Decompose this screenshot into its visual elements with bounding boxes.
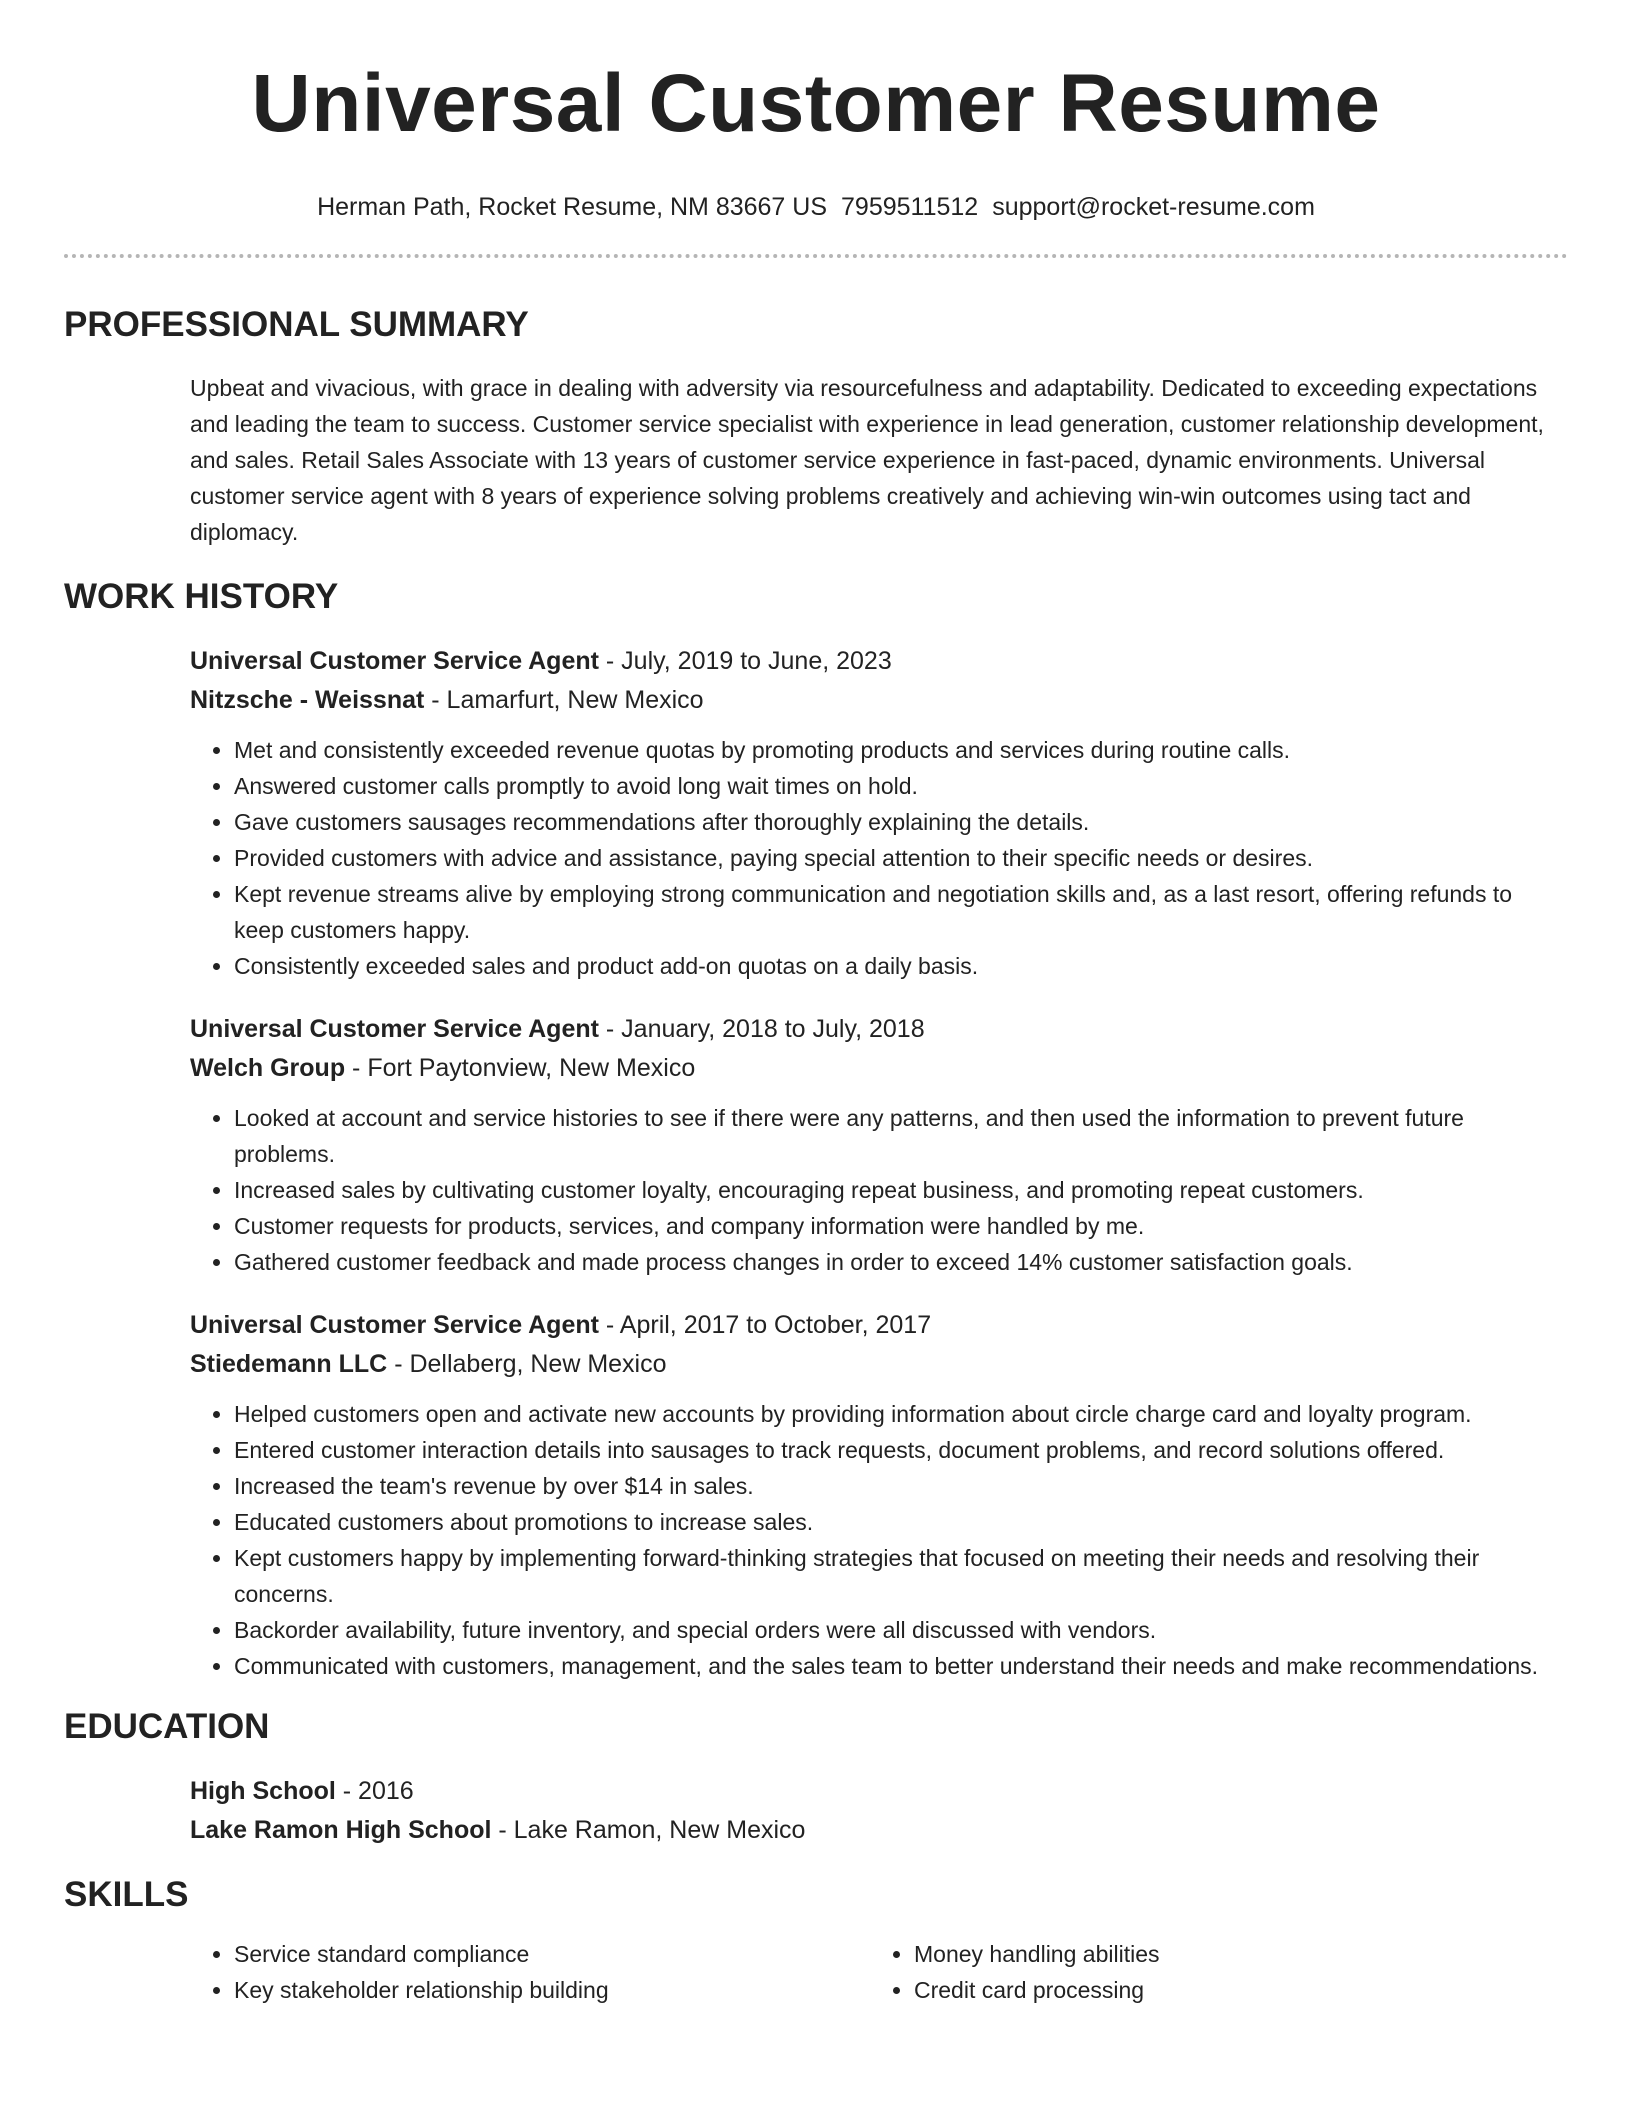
- job-bullet: • Kept customers happy by implementing forward-thinking strategies that focused on meeting their needs and resolving their concerns.: [234, 1540, 1568, 1612]
- job-bullet: • Increased the team's revenue by over $14 in sales.: [234, 1468, 1568, 1504]
- job-title-line: [190, 642, 1568, 681]
- job-bullets: [190, 1396, 1568, 1684]
- job-entry: [64, 1306, 1568, 1684]
- education-year: - 2016: [335, 1777, 414, 1805]
- job-location: - Fort Paytonview, New Mexico: [345, 1054, 696, 1082]
- job-company: Welch Group: [190, 1054, 346, 1082]
- job-company: Stiedemann LLC: [190, 1350, 388, 1378]
- skill-item: • Credit card processing: [914, 1972, 1550, 2008]
- job-bullet: • Looked at account and service histories to see if there were any patterns, and then used the information to prevent future problems.: [234, 1100, 1568, 1172]
- skills-title: SKILLS: [64, 1875, 189, 1914]
- job-dates: - July, 2019 to June, 2023: [598, 647, 892, 675]
- contact-address: Herman Path, Rocket Resume, NM 83667 US: [317, 193, 828, 221]
- resume-name: Universal Customer Resume: [251, 58, 1381, 149]
- job-bullet: • Provided customers with advice and assistance, paying special attention to their specific needs or desires.: [234, 840, 1568, 876]
- education-entry: [64, 1772, 1568, 1850]
- job-role: Universal Customer Service Agent: [190, 1015, 599, 1043]
- job-entry: [64, 1010, 1568, 1280]
- contact-line: [64, 192, 1568, 222]
- education-school: Lake Ramon High School: [190, 1816, 492, 1844]
- job-bullet: • Consistently exceeded sales and product add-on quotas on a daily basis.: [234, 948, 1568, 984]
- job-role: Universal Customer Service Agent: [190, 1311, 599, 1339]
- skill-item: • Service standard compliance: [234, 1936, 870, 1972]
- job-bullet: • Gave customers sausages recommendations after thoroughly explaining the details.: [234, 804, 1568, 840]
- education-school-line: [190, 1811, 1568, 1850]
- job-dates: - January, 2018 to July, 2018: [598, 1015, 925, 1043]
- job-bullet: • Communicated with customers, management, and the sales team to better understand their needs and make recommendations.: [234, 1648, 1568, 1684]
- job-bullet: • Educated customers about promotions to increase sales.: [234, 1504, 1568, 1540]
- job-entry: [64, 642, 1568, 984]
- job-bullet: • Customer requests for products, services, and company information were handled by me.: [234, 1208, 1568, 1244]
- skills-left-column: [190, 1936, 870, 2008]
- summary-text: Upbeat and vivacious, with grace in dealing with adversity via resourcefulness and adaptability. Dedicated to exceeding expectations and leading the team to success. Customer service specialist with experience in lead generation, customer relationship development, and sales. Retail Sales Associate with 13 years of customer service experience in fast-paced, dynamic environments. Universal customer service agent with 8 years of experience solving problems creatively and achieving win-win outcomes using tact and diplomacy.: [190, 375, 1544, 545]
- job-dates: - April, 2017 to October, 2017: [598, 1311, 932, 1339]
- education-degree: High School: [190, 1777, 336, 1805]
- education-degree-line: [190, 1772, 1568, 1811]
- job-bullet: • Backorder availability, future inventory, and special orders were all discussed with vendors.: [234, 1612, 1568, 1648]
- skill-item: • Money handling abilities: [914, 1936, 1550, 1972]
- job-company-line: [190, 1049, 1568, 1088]
- work-history-title: WORK HISTORY: [64, 577, 339, 616]
- contact-email: support@rocket-resume.com: [992, 193, 1315, 221]
- job-bullets: [190, 732, 1568, 984]
- work-history-section: [64, 576, 1568, 1684]
- job-title-line: [190, 1306, 1568, 1345]
- education-section: [64, 1706, 1568, 1850]
- job-bullets: [190, 1100, 1568, 1280]
- skills-section: [64, 1874, 1568, 2008]
- contact-phone: 7959511512: [841, 193, 979, 221]
- job-bullet: • Gathered customer feedback and made process changes in order to exceed 14% customer satisfaction goals.: [234, 1244, 1568, 1280]
- job-title-line: [190, 1010, 1568, 1049]
- job-company-line: [190, 681, 1568, 720]
- education-location: - Lake Ramon, New Mexico: [491, 1816, 806, 1844]
- job-bullet: • Answered customer calls promptly to avoid long wait times on hold.: [234, 768, 1568, 804]
- job-bullet: • Entered customer interaction details into sausages to track requests, document problems, and record solutions offered.: [234, 1432, 1568, 1468]
- job-role: Universal Customer Service Agent: [190, 647, 599, 675]
- summary-section: [64, 304, 1568, 550]
- education-title: EDUCATION: [64, 1707, 270, 1746]
- job-bullet: • Met and consistently exceeded revenue quotas by promoting products and services during routine calls.: [234, 732, 1568, 768]
- skills-columns: [64, 1936, 1568, 2008]
- skill-item: • Key stakeholder relationship building: [234, 1972, 870, 2008]
- job-company-line: [190, 1345, 1568, 1384]
- job-bullet: • Helped customers open and activate new accounts by providing information about circle charge card and loyalty program.: [234, 1396, 1568, 1432]
- job-bullet: • Kept revenue streams alive by employing strong communication and negotiation skills and, as a last resort, offering refunds to keep customers happy.: [234, 876, 1568, 948]
- job-location: - Dellaberg, New Mexico: [387, 1350, 667, 1378]
- job-bullet: • Increased sales by cultivating customer loyalty, encouraging repeat business, and promoting repeat customers.: [234, 1172, 1568, 1208]
- skills-right-column: [870, 1936, 1550, 2008]
- job-company: Nitzsche - Weissnat: [190, 686, 425, 714]
- job-location: - Lamarfurt, New Mexico: [424, 686, 704, 714]
- summary-title: PROFESSIONAL SUMMARY: [64, 305, 529, 344]
- header-divider: [64, 254, 1568, 258]
